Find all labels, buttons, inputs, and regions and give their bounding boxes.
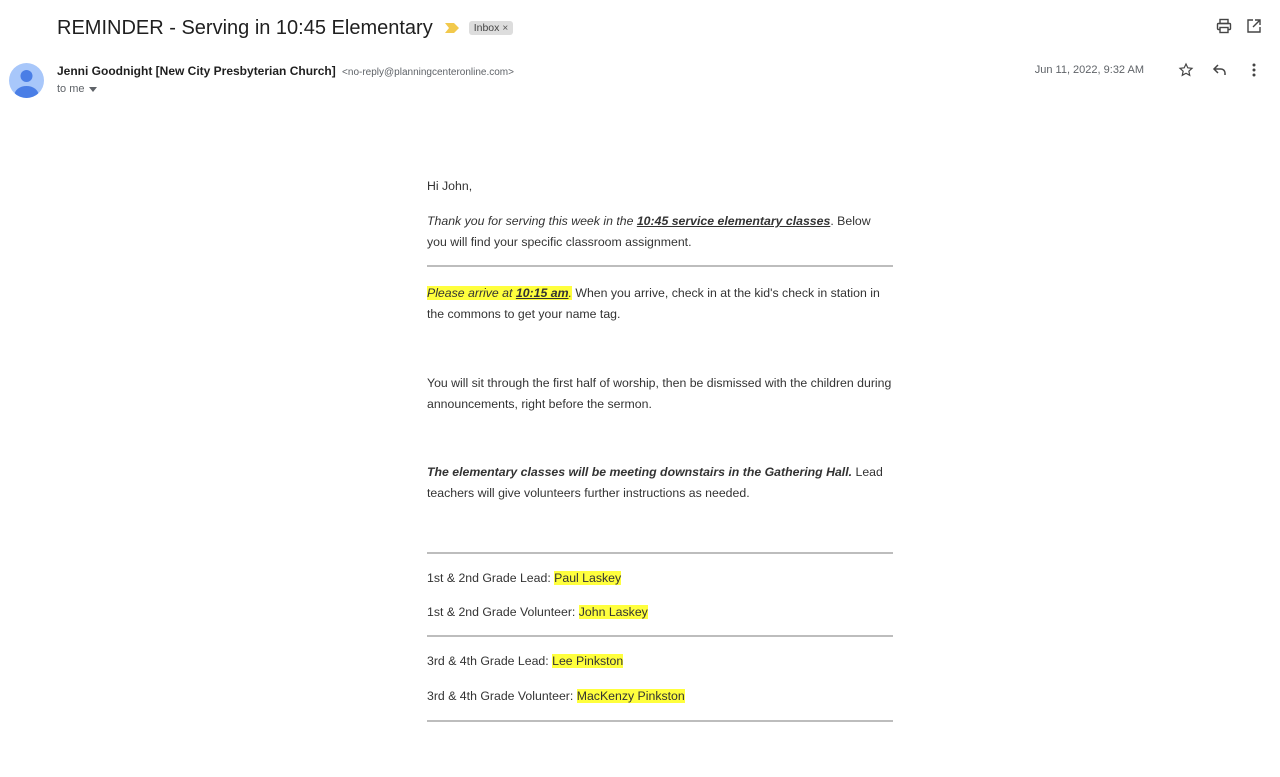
- arrival-paragraph: [427, 283, 893, 325]
- sender-name[interactable]: Jenni Goodnight [New City Presbyterian Church]: [57, 64, 336, 78]
- assignment-row: [427, 686, 893, 707]
- divider: [427, 720, 893, 722]
- importance-marker-icon[interactable]: [445, 22, 461, 34]
- message-body: [427, 176, 893, 722]
- assignment-row: [427, 651, 893, 672]
- assignment-row: [427, 568, 893, 589]
- star-icon[interactable]: [1178, 62, 1194, 78]
- top-actions: [1216, 18, 1262, 34]
- assignment-label: 1st & 2nd Grade Volunteer:: [427, 605, 579, 619]
- assignment-name: Paul Laskey: [554, 571, 622, 585]
- arrival-text: Please arrive at: [427, 286, 516, 300]
- sender-email: <no-reply@planningcenteronline.com>: [342, 67, 514, 78]
- arrival-time: 10:15 am: [515, 286, 569, 300]
- email-date: Jun 11, 2022, 9:32 AM: [1034, 64, 1144, 76]
- worship-paragraph: You will sit through the first half of worship, then be dismissed with the children during announcements, right before the sermon.: [427, 376, 892, 411]
- recipient-details-toggle[interactable]: [57, 83, 97, 95]
- arrival-period: .: [568, 286, 572, 300]
- open-in-new-window-icon[interactable]: [1246, 18, 1262, 34]
- sender-avatar[interactable]: [9, 63, 44, 98]
- arrival-highlight: [427, 286, 572, 300]
- label-chip-inbox[interactable]: [469, 21, 514, 35]
- label-chip-text: Inbox: [473, 22, 500, 34]
- divider: [427, 635, 893, 637]
- service-link[interactable]: 10:45 service elementary classes: [636, 214, 831, 228]
- recipient-text: to me: [57, 83, 85, 95]
- assignment-name: MacKenzy Pinkston: [576, 689, 685, 703]
- printer-icon[interactable]: [1216, 18, 1232, 34]
- intro-paragraph: [427, 211, 893, 253]
- location-rest: Lead teachers will give volunteers further instructions as needed.: [427, 465, 883, 500]
- person-icon: [9, 63, 44, 98]
- assignment-label: 3rd & 4th Grade Lead:: [427, 654, 553, 668]
- intro-text-b: . Below you will find your specific classroom assignment.: [427, 214, 871, 249]
- divider: [427, 552, 893, 554]
- location-bold: The elementary classes will be meeting downstairs in the Gathering Hall.: [427, 465, 853, 479]
- location-paragraph: [427, 462, 893, 504]
- assignment-name: Lee Pinkston: [552, 654, 624, 668]
- message-actions: [1035, 62, 1262, 78]
- more-vertical-icon[interactable]: [1246, 62, 1262, 78]
- reply-icon[interactable]: [1212, 62, 1228, 78]
- assignment-label: 3rd & 4th Grade Volunteer:: [427, 689, 577, 703]
- greeting: Hi John,: [427, 179, 473, 193]
- divider: [427, 265, 893, 267]
- arrival-rest: When you arrive, check in at the kid's check in station in the commons to get your name tag.: [427, 286, 880, 321]
- sender-line: [57, 64, 514, 78]
- assignment-row: [427, 602, 893, 623]
- assignment-name: John Laskey: [578, 605, 648, 619]
- assignment-label: 1st & 2nd Grade Lead:: [427, 571, 555, 585]
- email-subject: REMINDER - Serving in 10:45 Elementary: [57, 16, 433, 39]
- remove-label-icon[interactable]: ×: [502, 22, 509, 34]
- caret-down-icon: [89, 87, 97, 92]
- intro-text-a: Thank you for serving this week in the: [427, 214, 637, 228]
- subject-row: [57, 14, 513, 42]
